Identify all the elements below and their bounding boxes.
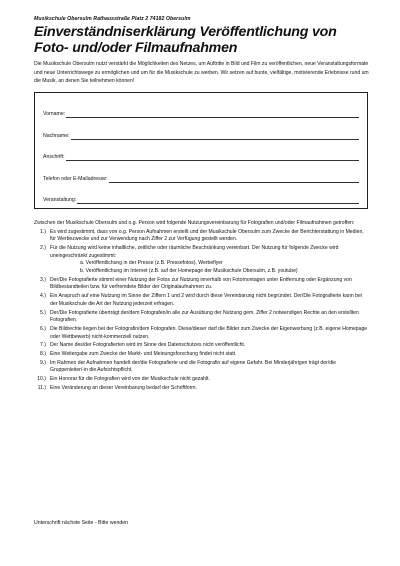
item-text: Der Name des/der Fotografierten wird im Sinne des Datenschutzes nicht veröffentlicht. — [50, 342, 246, 349]
form-row-anschrift[interactable] — [43, 140, 359, 162]
item-number: 8.) — [40, 351, 46, 358]
item-text: Im Rahmen der Aufnahmen handelt der/die Fotografierte und die Fotografin auf eigene Gefahr. Bei Minderjährigen trägt der/die Gruppenleiter/-in die Aufsichtspflicht. — [50, 359, 336, 374]
list-item — [34, 326, 369, 341]
form-row-nachname[interactable] — [43, 118, 359, 140]
form-input-line[interactable] — [66, 111, 359, 118]
list-item — [34, 385, 369, 393]
form-row-vorname[interactable] — [43, 97, 359, 119]
form-row-telefon-email[interactable] — [43, 161, 359, 183]
item-text: Eine Weitergabe zum Zwecke der Markt- und Meinungsforschung findet nicht statt. — [50, 351, 237, 358]
form-input-line[interactable] — [109, 176, 359, 183]
item-number: 2.) — [40, 245, 46, 252]
form-label: Anschrift: — [43, 154, 65, 161]
header-address: Musikschule Obersulm Rathausstraße Platz 2 74182 Obersulm — [34, 16, 191, 22]
item-text: Eine Veränderung an dieser Vereinbarung bedarf der Schriftform. — [50, 385, 197, 392]
form-input-line[interactable] — [66, 154, 359, 161]
item-text: Für die Nutzung wird keine inhaltliche, zeitliche oder räumliche Beschränkung vereinbart. Der Nutzung für folgende Zwecke wird uneingeschränkt zugestimmt: — [50, 245, 339, 259]
item-number: 3.) — [40, 276, 46, 283]
item-text: Es wird zugestimmt, dass von o.g. Person Aufnahmen erstellt und der Musikschule Obersulm zum Zwecke der Berichterstattung in Medien, für Werbezwecke und zur Verwendung nach Ziffer 2 zur Verfügung gestellt werden. — [50, 228, 364, 243]
footer-note: Unterschrift nächste Seite - Bitte wenden — [34, 520, 128, 526]
page-title — [34, 25, 369, 56]
list-item — [34, 310, 369, 325]
item-number: 5.) — [40, 309, 46, 316]
agreement-lead: Zwischen der Musikschule Obersulm und o.g. Person wird folgende Nutzungsvereinbarung für Fotografien und/oder Filmaufnahmen getroffen: — [34, 220, 355, 227]
list-item — [34, 376, 369, 384]
item-text: Der/Die Fotografierte überträgt der/dem Fotografen/in alle zur Ausübung der Nutzung gem. Ziffer 2 notwendigen Rechte an den erstellten Fotografien. — [50, 309, 359, 324]
item-number: 1.) — [40, 228, 46, 235]
form-row-veranstaltung[interactable] — [43, 183, 359, 205]
item-number: 10.) — [37, 376, 46, 383]
agreement-section — [34, 220, 369, 392]
list-item — [34, 229, 369, 244]
sub-item: b. Veröffentlichung im Internet (z.B. auf der Homepage der Musikschule Obersulm, z.B. youtube) — [80, 268, 298, 275]
intro-paragraph: Die Musikschule Obersulm nutzt verstärkt die Möglichkeiten des Netzes, um Auftritte in Bild und Film zu veröffentlichen, neue Veranstaltungsformate und neue Unterrichtswege zu ermöglichen und um für die Musikschule zu werben. Wir setzen auf bunte, vielfältige, motivierende Erlebnisse rund um die Musik, an denen Sie teilnehmen können! — [34, 61, 369, 85]
item-number: 6.) — [40, 325, 46, 332]
sub-item: a. Veröffentlichung in der Presse (z.B. Pressefotos), Werbeflyer — [80, 260, 223, 267]
list-item — [34, 342, 369, 350]
form-label: Veranstaltung: — [43, 197, 77, 204]
form-label: Nachname: — [43, 132, 70, 139]
list-item — [34, 360, 369, 375]
item-text: Ein Anspruch auf eine Nutzung im Sinne der Ziffern 1 und 2 wird durch diese Vereinbarung nicht begründet. Der/Die Fotografierte kann bei der Musikschule die Art der Nutzung jederzeit erfragen. — [50, 293, 362, 307]
list-item — [34, 245, 369, 275]
agreement-list — [34, 229, 369, 393]
personal-data-form — [34, 92, 368, 210]
form-input-line[interactable] — [77, 197, 359, 204]
form-input-line[interactable] — [71, 133, 359, 140]
item-body — [50, 245, 369, 275]
form-label: Telefon oder E-Mailadresse: — [43, 175, 108, 182]
document-page — [34, 16, 369, 394]
title-line-1: Einverständniserklärung Veröffentlichung von — [34, 24, 337, 40]
list-item — [34, 351, 369, 359]
form-label: Vorname: — [43, 111, 66, 118]
item-text: Die Bildrechte liegen bei der Fotografin/dem Fotografen. Diese/dieser darf die Bilder zum Zwecke der Eigenwerbung (z.B. eigene Homepage oder Wettbewerb) nicht-kommerziell nutzen. — [50, 325, 368, 340]
item-number: 9.) — [40, 359, 46, 366]
title-line-2: Foto- und/oder Filmaufnahmen — [34, 39, 238, 56]
item-text: Der/Die Fotografierte stimmt einer Nutzung der Fotos zur Nutzung innerhalb von Fotomontagen unter Entfernung oder Ergänzung von Bildbestandteilen bzw. für verfremdete Bilder der Originalaufnahmen zu. — [50, 276, 352, 291]
item-text: Ein Honorar für die Fotografien wird von der Musikschule nicht gezahlt. — [50, 376, 210, 383]
list-item — [34, 293, 369, 308]
item-number: 4.) — [40, 293, 46, 300]
item-number: 11.) — [37, 385, 46, 392]
list-item — [34, 277, 369, 292]
item-number: 7.) — [40, 342, 46, 349]
